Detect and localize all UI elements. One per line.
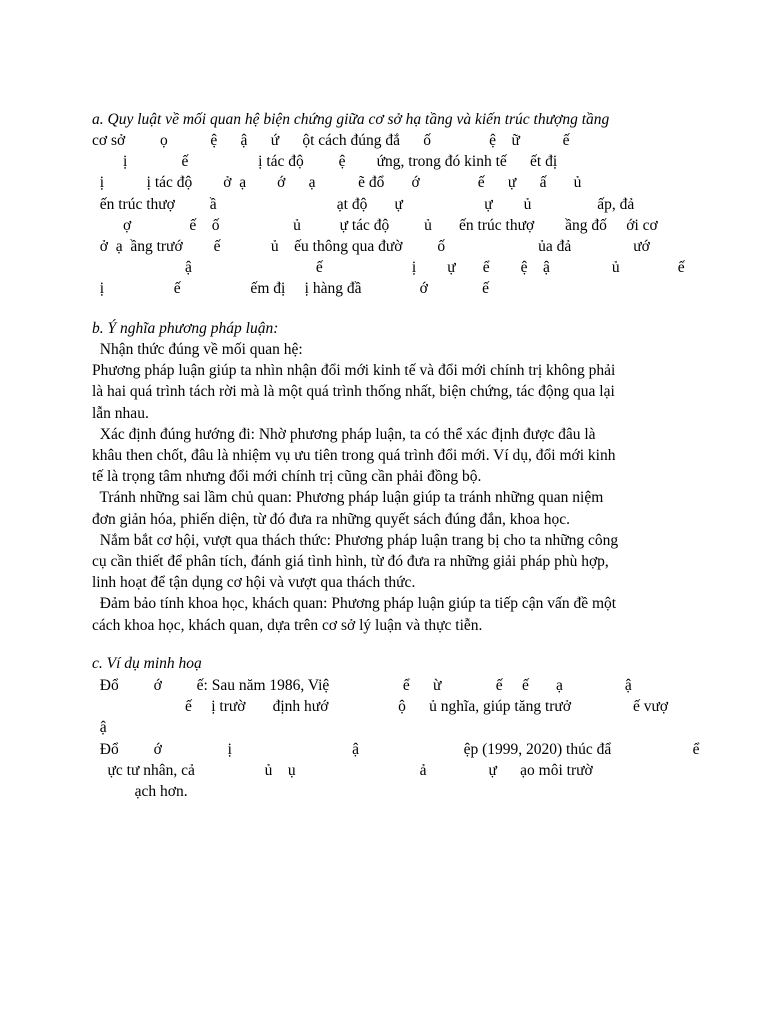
text-line: Phương pháp luận giúp ta nhìn nhận đổi mới kinh tế và đổi mới chính trị không phải [92, 362, 616, 380]
section-c-heading: c. Ví dụ minh hoạ [92, 655, 202, 672]
text-line: ợ ế ố ủ ự tác độ ủ ến trúc thượ ầng đố ới cơ [92, 216, 658, 234]
text-line: Xác định đúng hướng đi: Nhờ phương pháp luận, ta có thể xác định được đâu là [92, 425, 596, 443]
section-b-heading: b. Ý nghĩa phương pháp luận: [92, 320, 279, 337]
text-line: ị ị tác độ ở ạ ớ ạ ẽ đổ ớ ế ự ấ ủ [92, 174, 582, 192]
text-line: ạch hơn. [92, 783, 188, 800]
text-line: ậ ế ị ự ể ệ ậ ủ ế [92, 259, 685, 277]
text-line: cụ cần thiết để phân tích, đánh giá tình hình, từ đó đưa ra những giải pháp phù hợp, [92, 553, 609, 570]
text-line: ở ạ ầng trướ ế ủ ếu thông qua đườ ố ủa đả ướ [92, 238, 650, 255]
text-line: đơn giản hóa, phiến diện, từ đó đưa ra những quyết sách đúng đắn, khoa học. [92, 510, 571, 528]
text-line: là hai quá trình tách rời mà là một quá trình thống nhất, biện chứng, tác động qua lại [92, 383, 615, 401]
text-line: Nắm bắt cơ hội, vượt qua thách thức: Phương pháp luận trang bị cho ta những công [92, 531, 619, 549]
text-line: ậ [92, 719, 107, 737]
text-line: tế là trọng tâm nhưng đổi mới chính trị cũng cần phải đồng bộ. [92, 468, 482, 486]
text-line: khâu then chốt, đâu là nhiệm vụ ưu tiên trong quá trình đổi mới. Ví dụ, đổi mới kinh [92, 447, 616, 464]
text-line: Nhận thức đúng về mối quan hệ: [92, 341, 303, 358]
text-line: Đổ ớ ế: Sau năm 1986, Việ ể ừ ế ế ạ ậ [92, 677, 632, 694]
text-line: Tránh những sai lầm chủ quan: Phương pháp luận giúp ta tránh những quan niệm [92, 489, 604, 507]
text-line: cách khoa học, khách quan, dựa trên cơ sở lý luận và thực tiễn. [92, 616, 483, 634]
text-line: Đảm bảo tính khoa học, khách quan: Phương pháp luận giúp ta tiếp cận vấn đề một [92, 595, 617, 613]
text-line: ị ế ếm đị ị hàng đầ ớ ế [92, 280, 489, 298]
text-line: linh hoạt để tận dụng cơ hội và vượt qua thách thức. [92, 574, 416, 592]
text-line: ị ế ị tác độ ệ ứng, trong đó kinh tế ết đị [92, 153, 558, 171]
text-line: ến trúc thượ ầ ạt độ ự ự ủ ấp, đả [92, 195, 635, 213]
text-line: Đổ ớ ị ậ ệp (1999, 2020) thúc đẩ ể [92, 740, 700, 758]
text-line: ực tư nhân, cả ủ ụ ả ự ạo môi trườ [92, 761, 593, 779]
section-a-heading: a. Quy luật về mối quan hệ biện chứng giữa cơ sở hạ tầng và kiến trúc thượng tầng [92, 111, 610, 128]
text-line: lẫn nhau. [92, 404, 149, 422]
text-line: cơ sở ọ ệ ậ ứ ột cách đúng đắ ố ệ ữ ế [92, 132, 570, 149]
text-line: ế ị trườ định hướ ộ ủ nghĩa, giúp tăng trưở ế vượ [92, 698, 669, 716]
